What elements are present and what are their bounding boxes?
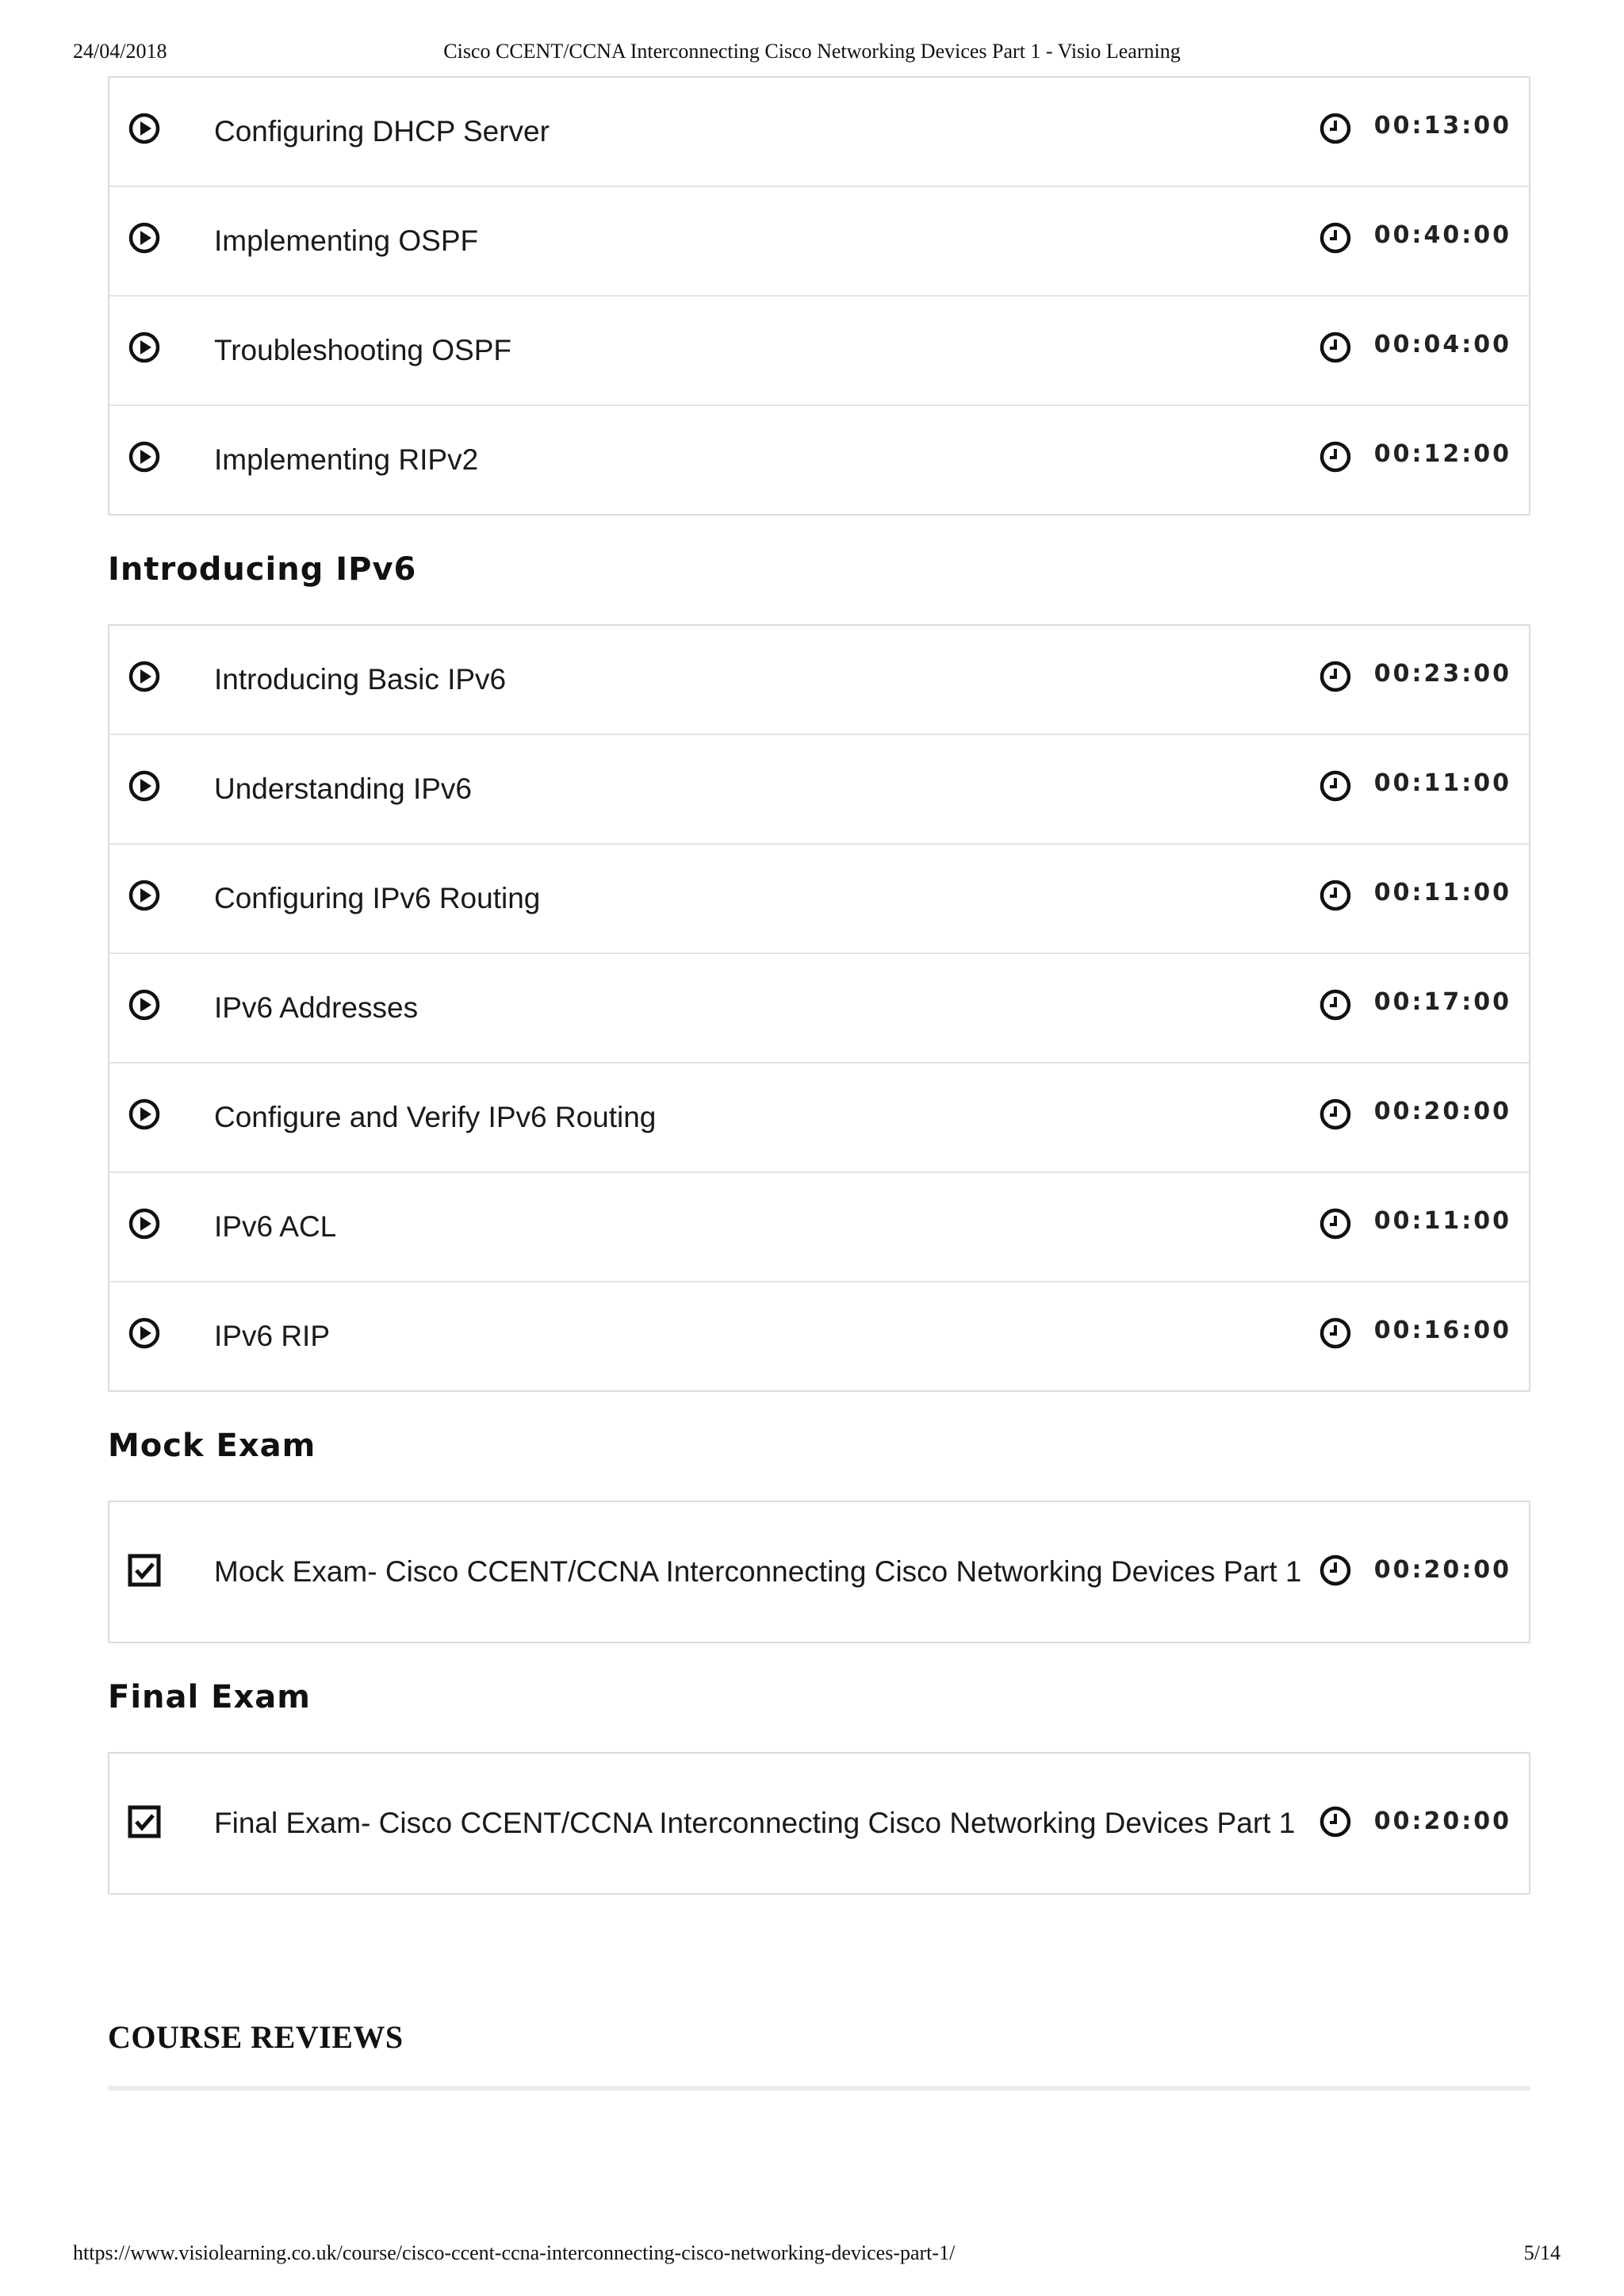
lesson-title[interactable]: Configuring IPv6 Routing [214,882,541,915]
course-reviews-heading: COURSE REVIEWS [108,2019,404,2055]
lesson-title[interactable]: Configure and Verify IPv6 Routing [214,1101,657,1134]
lesson-duration: 00:11:00 [1373,879,1511,907]
lesson-title[interactable]: Implementing RIPv2 [214,443,479,477]
play-circle-icon[interactable] [127,1206,162,1241]
lesson-row[interactable] [109,1754,1529,1893]
lesson-duration: 00:13:00 [1373,112,1511,140]
lesson-title[interactable]: IPv6 Addresses [214,991,419,1025]
section-title: Final Exam [108,1679,311,1715]
lesson-row[interactable] [109,843,1529,953]
lesson-list [108,76,1530,516]
checkbox-icon[interactable] [127,1553,162,1588]
lesson-list [108,1501,1530,1643]
page-number: 5/14 [1523,2241,1561,2264]
clock-icon [1318,1097,1353,1132]
lesson-row[interactable] [109,295,1529,404]
lesson-title[interactable]: IPv6 ACL [214,1210,337,1244]
play-circle-icon[interactable] [127,878,162,913]
print-url: https://www.visiolearning.co.uk/course/cisco-ccent-ccna-interconnecting-cisco-networking-devices-part-1/ [73,2241,956,2264]
lesson-duration: 00:17:00 [1373,988,1511,1016]
lesson-list [108,1752,1530,1895]
play-circle-icon[interactable] [127,1097,162,1132]
clock-icon [1318,1206,1353,1241]
checkbox-icon[interactable] [127,1804,162,1839]
lesson-duration: 00:20:00 [1373,1556,1511,1584]
clock-icon [1318,1804,1353,1839]
lesson-row[interactable] [109,734,1529,843]
curriculum [108,76,1530,1895]
lesson-title[interactable]: Implementing OSPF [214,224,479,258]
lesson-row[interactable] [109,953,1529,1062]
clock-icon [1318,878,1353,913]
clock-icon [1318,1553,1353,1588]
lesson-row[interactable] [109,1281,1529,1390]
lesson-title[interactable]: Introducing Basic IPv6 [214,663,507,696]
lesson-list [108,624,1530,1392]
lesson-title[interactable]: Final Exam- Cisco CCENT/CCNA Interconnecting Cisco Networking Devices Part 1 [214,1807,1296,1840]
play-circle-icon[interactable] [127,1316,162,1351]
play-circle-icon[interactable] [127,111,162,146]
lesson-title[interactable]: IPv6 RIP [214,1320,330,1353]
lesson-title[interactable]: Mock Exam- Cisco CCENT/CCNA Interconnecting Cisco Networking Devices Part 1 [214,1555,1302,1589]
lesson-duration: 00:11:00 [1373,1207,1511,1235]
lesson-duration: 00:23:00 [1373,660,1511,688]
print-title: Cisco CCENT/CCNA Interconnecting Cisco Networking Devices Part 1 - Visio Learning [443,40,1181,63]
section-title: Mock Exam [108,1428,316,1464]
print-header [73,40,1551,71]
lesson-duration: 00:16:00 [1373,1317,1511,1344]
lesson-duration: 00:04:00 [1373,331,1511,358]
lesson-row[interactable] [109,404,1529,514]
play-circle-icon[interactable] [127,439,162,474]
clock-icon [1318,769,1353,803]
lesson-row[interactable] [109,1502,1529,1642]
print-date: 24/04/2018 [73,40,167,63]
lesson-duration: 00:20:00 [1373,1098,1511,1125]
clock-icon [1318,330,1353,365]
lesson-duration: 00:20:00 [1373,1807,1511,1835]
print-footer [73,2241,1561,2273]
clock-icon [1318,987,1353,1022]
play-circle-icon[interactable] [127,987,162,1022]
lesson-row[interactable] [109,1171,1529,1281]
lesson-row[interactable] [109,626,1529,734]
play-circle-icon[interactable] [127,769,162,803]
lesson-title[interactable]: Understanding IPv6 [214,772,472,806]
lesson-title[interactable]: Configuring DHCP Server [214,115,550,148]
clock-icon [1318,1316,1353,1351]
lesson-duration: 00:40:00 [1373,221,1511,249]
play-circle-icon[interactable] [127,659,162,694]
play-circle-icon[interactable] [127,220,162,255]
lesson-title[interactable]: Troubleshooting OSPF [214,334,511,367]
lesson-duration: 00:11:00 [1373,769,1511,797]
play-circle-icon[interactable] [127,330,162,365]
lesson-row[interactable] [109,1062,1529,1171]
clock-icon [1318,220,1353,255]
clock-icon [1318,659,1353,694]
lesson-duration: 00:12:00 [1373,440,1511,468]
reviews-divider [108,2086,1530,2091]
lesson-row[interactable] [109,186,1529,295]
lesson-row[interactable] [109,78,1529,186]
clock-icon [1318,111,1353,146]
clock-icon [1318,439,1353,474]
section-title: Introducing IPv6 [108,551,417,588]
